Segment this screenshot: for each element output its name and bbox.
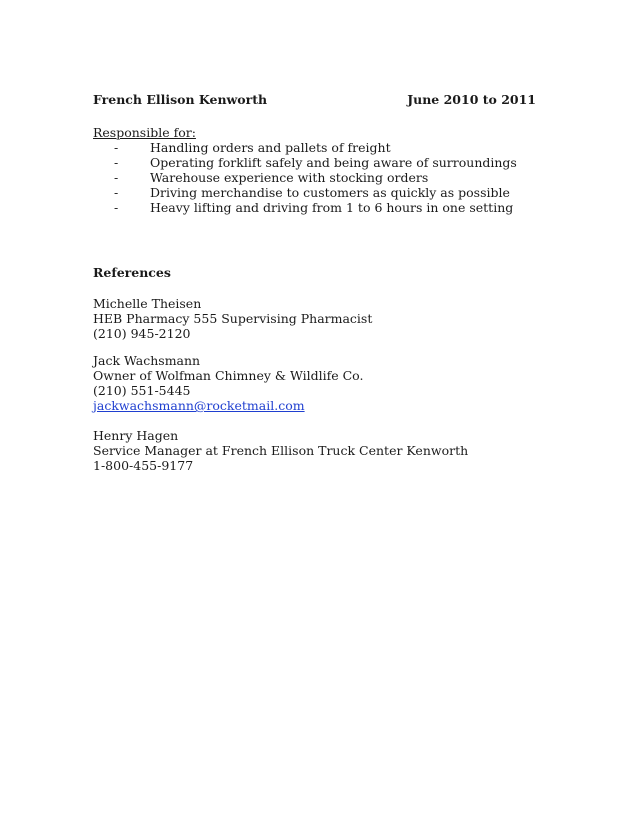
references-heading: References xyxy=(93,265,171,280)
reference-name: Henry Hagen xyxy=(93,428,179,443)
duty-text: Handling orders and pallets of freight xyxy=(150,140,391,155)
responsible-for-label: Responsible for: xyxy=(93,125,196,140)
bullet-dash: - xyxy=(114,200,119,215)
duty-text: Operating forklift safely and being aware of surroundings xyxy=(150,155,517,170)
bullet-dash: - xyxy=(114,155,119,170)
reference-name: Jack Wachsmann xyxy=(93,353,201,368)
reference-entry xyxy=(93,296,372,341)
reference-entry xyxy=(93,353,363,413)
reference-title: HEB Pharmacy 555 Supervising Pharmacist xyxy=(93,311,373,326)
duty-text: Heavy lifting and driving from 1 to 6 hours in one setting xyxy=(150,200,514,215)
reference-phone: (210) 551-5445 xyxy=(93,383,191,398)
reference-title: Owner of Wolfman Chimney & Wildlife Co. xyxy=(93,368,364,383)
duty-item xyxy=(93,170,517,185)
reference-name: Michelle Theisen xyxy=(93,296,202,311)
reference-title: Service Manager at French Ellison Truck Center Kenworth xyxy=(93,443,469,458)
reference-phone: (210) 945-2120 xyxy=(93,326,191,341)
duty-item xyxy=(93,140,517,155)
duty-text: Driving merchandise to customers as quickly as possible xyxy=(150,185,510,200)
bullet-dash: - xyxy=(114,185,119,200)
duty-item xyxy=(93,185,517,200)
duty-item xyxy=(93,200,517,215)
employment-dates: June 2010 to 2011 xyxy=(407,92,536,107)
duty-item xyxy=(93,155,517,170)
duties-list xyxy=(93,140,517,215)
reference-entry xyxy=(93,428,468,473)
duty-text: Warehouse experience with stocking orders xyxy=(150,170,429,185)
job-header xyxy=(93,92,536,107)
bullet-dash: - xyxy=(114,140,119,155)
employer-name: French Ellison Kenworth xyxy=(93,92,268,107)
reference-email-link[interactable]: jackwachsmann@rocketmail.com xyxy=(93,398,305,413)
reference-phone: 1-800-455-9177 xyxy=(93,458,194,473)
bullet-dash: - xyxy=(114,170,119,185)
